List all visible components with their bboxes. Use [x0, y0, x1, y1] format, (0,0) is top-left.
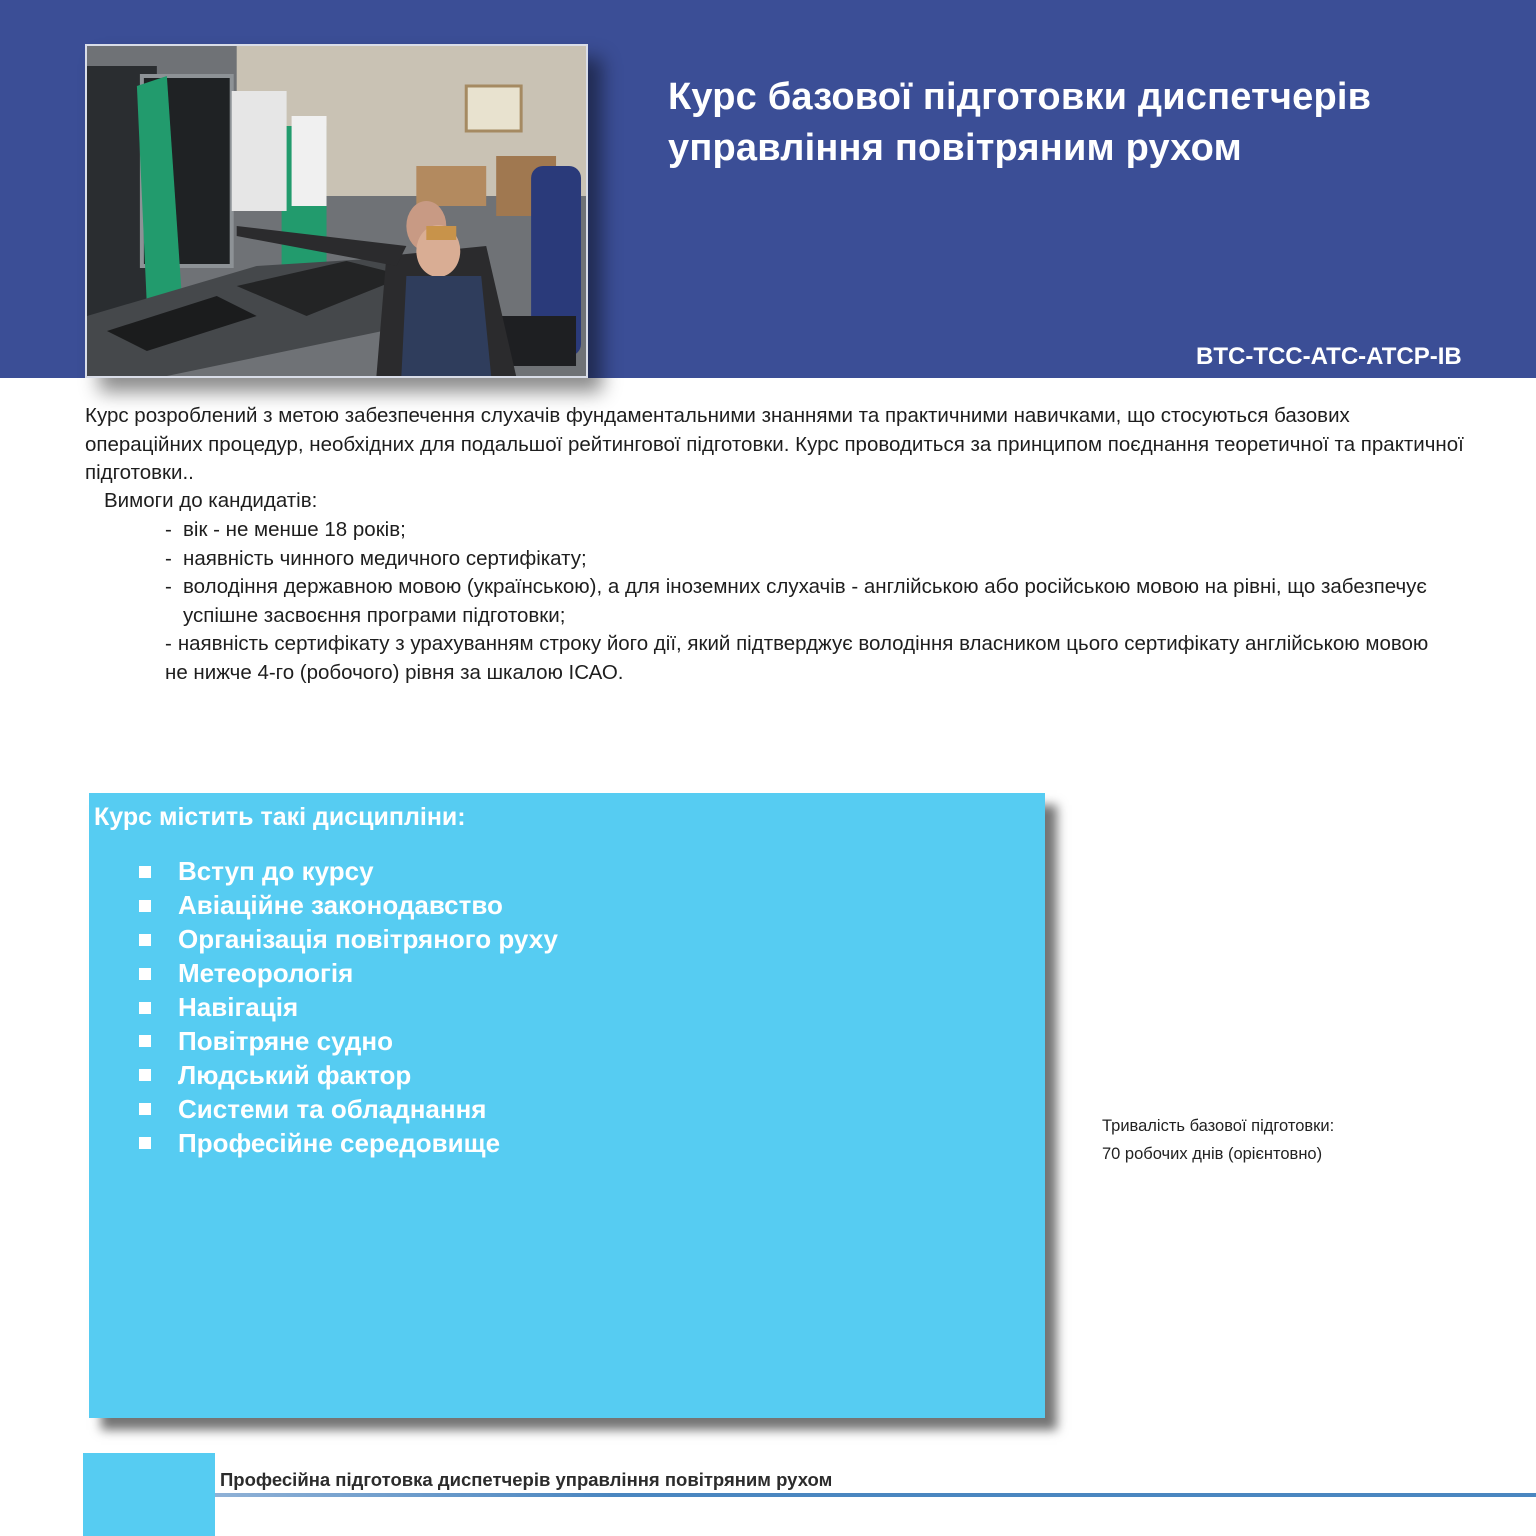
discipline-label: Людський фактор [178, 1059, 412, 1090]
requirement-text: володіння державною мовою (українською), а для іноземних слухачів - англійською або російською мовою на рівні, що забезпечує успішне засвоєння програми підготовки; [183, 575, 1427, 627]
control-room-photo [85, 44, 588, 378]
dash-marker: - [165, 546, 172, 570]
photo-illustration [87, 46, 586, 376]
disciplines-title: Курс містить такі дисципліни: [94, 803, 466, 831]
discipline-label: Організація повітряного руху [178, 924, 558, 955]
requirement-item [165, 630, 1455, 687]
square-bullet-icon [139, 1035, 151, 1047]
header-banner [0, 0, 1536, 378]
course-title [668, 72, 1468, 174]
course-code: BTC-TCC-ATC-ATCP-IB [1196, 343, 1462, 370]
course-title-line1: Курс базової підготовки диспетчерів [668, 76, 1372, 118]
duration-info [1102, 1112, 1334, 1168]
footer-accent-block [83, 1453, 215, 1536]
discipline-item [139, 957, 558, 991]
discipline-item [139, 1126, 558, 1160]
requirement-text: наявність чинного медичного сертифікату; [183, 546, 587, 570]
disciplines-panel [89, 793, 1045, 1418]
discipline-label: Вступ до курсу [178, 856, 374, 887]
footer-rule [215, 1493, 1536, 1497]
requirements-title: Вимоги до кандидатів: [104, 489, 318, 512]
discipline-label: Авіаційне законодавство [178, 890, 503, 921]
discipline-label: Метеорологія [178, 958, 354, 989]
square-bullet-icon [139, 1002, 151, 1014]
duration-label: Тривалість базової підготовки: [1102, 1117, 1335, 1135]
discipline-item [139, 1092, 558, 1126]
course-description: Курс розроблений з метою забезпечення слухачів фундаментальними знаннями та практичними навичками, що стосуються базових операційних процедур, необхідних для подальшої рейтингової підготовки. Курс проводиться за принципом поєднання теоретичної та практичної підготовки.. [85, 404, 1464, 484]
footer-text: Професійна підготовка диспетчерів управління повітряним рухом [220, 1469, 833, 1490]
disciplines-list [139, 855, 558, 1160]
discipline-label: Професійне середовище [178, 1127, 501, 1158]
square-bullet-icon [139, 1069, 151, 1081]
discipline-label: Системи та обладнання [178, 1093, 487, 1124]
discipline-label: Повітряне судно [178, 1025, 393, 1056]
square-bullet-icon [139, 968, 151, 980]
course-title-line2: управління повітряним рухом [668, 127, 1242, 169]
dash-marker: - [165, 575, 172, 598]
dash-marker: - [165, 632, 172, 655]
requirements-list [165, 516, 1455, 687]
requirement-item [165, 516, 1455, 545]
discipline-item [139, 889, 558, 923]
square-bullet-icon [139, 900, 151, 912]
square-bullet-icon [139, 1103, 151, 1115]
discipline-item [139, 923, 558, 957]
discipline-label: Навігація [178, 992, 299, 1022]
dash-marker: - [165, 518, 172, 541]
discipline-item [139, 991, 558, 1025]
requirement-item [165, 545, 1455, 574]
square-bullet-icon [139, 1137, 151, 1149]
discipline-item [139, 1024, 558, 1058]
requirement-text: наявність сертифікату з урахуванням строку його дії, який підтверджує володіння власником цього сертифікату англійською мовою не нижче 4-го (робочого) рівня за шкалою ІСАО. [165, 632, 1429, 684]
requirement-item [165, 573, 1455, 630]
square-bullet-icon [139, 934, 151, 946]
discipline-item [139, 1058, 558, 1092]
square-bullet-icon [139, 866, 151, 878]
duration-value: 70 робочих днів (орієнтовно) [1102, 1145, 1323, 1163]
requirement-text: вік - не менше 18 років; [183, 518, 406, 541]
discipline-item [139, 855, 558, 889]
